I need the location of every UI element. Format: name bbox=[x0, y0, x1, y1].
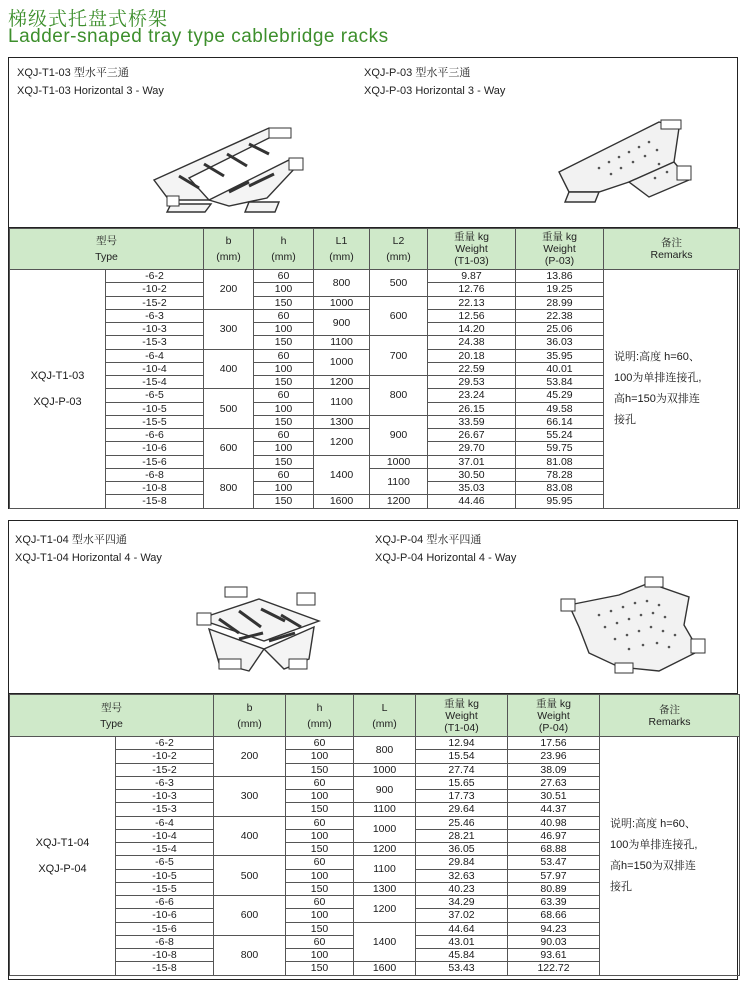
h-cell: 150 bbox=[254, 495, 314, 508]
h-cell: 100 bbox=[254, 323, 314, 336]
b-cell: 500 bbox=[214, 856, 286, 896]
type-cell: -10-4 bbox=[116, 829, 214, 842]
weight-t1-cell: 40.23 bbox=[416, 882, 508, 895]
col-b-unit: (mm) bbox=[216, 251, 241, 263]
l1-cell: 1200 bbox=[314, 429, 370, 456]
type-cell: -15-3 bbox=[106, 336, 204, 349]
col-weight-p-model: (P-04) bbox=[538, 721, 569, 734]
left-caption bbox=[17, 64, 164, 100]
col-h-label: h bbox=[280, 235, 287, 247]
weight-t1-cell: 22.13 bbox=[428, 296, 516, 309]
weight-p-cell: 36.03 bbox=[516, 336, 604, 349]
weight-t1-cell: 53.43 bbox=[416, 962, 508, 975]
type-cell: -10-4 bbox=[106, 362, 204, 375]
h-cell: 100 bbox=[286, 829, 354, 842]
weight-p-cell: 66.14 bbox=[516, 415, 604, 428]
weight-t1-cell: 24.38 bbox=[428, 336, 516, 349]
remark-line: 说明:高度 h=60、 bbox=[614, 350, 700, 363]
weight-t1-cell: 22.59 bbox=[428, 362, 516, 375]
col-h-unit: (mm) bbox=[271, 251, 296, 263]
weight-t1-cell: 26.15 bbox=[428, 402, 516, 415]
weight-t1-cell: 45.84 bbox=[416, 949, 508, 962]
weight-p-cell: 93.61 bbox=[508, 949, 600, 962]
b-cell: 800 bbox=[204, 468, 254, 508]
type-cell: -6-3 bbox=[106, 309, 204, 322]
weight-p-cell: 25.06 bbox=[516, 323, 604, 336]
col-l1-unit: (mm) bbox=[329, 251, 354, 263]
type-cell: -15-5 bbox=[106, 415, 204, 428]
weight-t1-cell: 28.21 bbox=[416, 829, 508, 842]
h-cell: 100 bbox=[286, 790, 354, 803]
type-cell: -15-6 bbox=[106, 455, 204, 468]
col-remarks-en: Remarks bbox=[650, 249, 693, 261]
type-cell: -15-3 bbox=[116, 803, 214, 816]
weight-p-cell: 19.25 bbox=[516, 283, 604, 296]
type-cell: -15-5 bbox=[116, 882, 214, 895]
b-cell: 300 bbox=[204, 309, 254, 349]
weight-t1-cell: 14.20 bbox=[428, 323, 516, 336]
model-cell bbox=[10, 270, 106, 509]
col-weight-p-en: Weight bbox=[543, 243, 576, 255]
remarks-cell bbox=[604, 270, 740, 509]
h-cell: 60 bbox=[254, 349, 314, 362]
l1-cell: 1200 bbox=[354, 896, 416, 923]
model-name-1: XQJ-T1-03 bbox=[30, 369, 85, 382]
weight-p-cell: 17.56 bbox=[508, 737, 600, 750]
col-l1 bbox=[314, 229, 370, 270]
col-remarks-cn: 备注 bbox=[659, 703, 681, 716]
col-l2 bbox=[370, 229, 428, 270]
col-weight-t1-model: (T1-04) bbox=[444, 721, 479, 734]
col-l-label: L bbox=[381, 701, 388, 714]
l2-cell: 600 bbox=[370, 296, 428, 336]
model-name-1: XQJ-T1-04 bbox=[35, 836, 90, 849]
remark-line: 接孔 bbox=[614, 413, 637, 426]
col-weight-p-cn: 重量 kg bbox=[542, 231, 578, 243]
type-cell: -6-2 bbox=[116, 737, 214, 750]
weight-t1-cell: 29.64 bbox=[416, 803, 508, 816]
col-l2-label: L2 bbox=[392, 235, 405, 247]
type-cell: -6-5 bbox=[116, 856, 214, 869]
ladder-three-way-drawing bbox=[149, 120, 309, 220]
weight-p-cell: 30.51 bbox=[508, 790, 600, 803]
l2-cell: 700 bbox=[370, 336, 428, 376]
page-title-cn: 梯级式托盘式桥架 bbox=[8, 8, 169, 30]
weight-p-cell: 44.37 bbox=[508, 803, 600, 816]
b-cell: 300 bbox=[214, 776, 286, 816]
col-l2-unit: (mm) bbox=[386, 251, 411, 263]
remark-line: 100为单排连接孔, bbox=[614, 371, 702, 384]
h-cell: 60 bbox=[254, 309, 314, 322]
type-cell: -6-8 bbox=[116, 935, 214, 948]
b-cell: 800 bbox=[214, 935, 286, 975]
type-cell: -10-3 bbox=[116, 790, 214, 803]
weight-p-cell: 80.89 bbox=[508, 882, 600, 895]
col-remarks bbox=[600, 695, 740, 737]
h-cell: 60 bbox=[286, 816, 354, 829]
remark-line: 高h=150为双排连 bbox=[610, 859, 696, 872]
three-way-table-body bbox=[10, 270, 740, 509]
weight-t1-cell: 15.65 bbox=[416, 776, 508, 789]
col-type-cn: 型号 bbox=[101, 701, 122, 714]
left-caption-en: XQJ-T1-04 Horizontal 4 - Way bbox=[15, 552, 162, 564]
ladder-four-way-drawing bbox=[189, 579, 329, 679]
b-cell: 200 bbox=[204, 270, 254, 310]
type-cell: -15-4 bbox=[106, 376, 204, 389]
l2-cell: 1100 bbox=[370, 468, 428, 495]
weight-t1-cell: 25.46 bbox=[416, 816, 508, 829]
three-way-panel bbox=[8, 57, 738, 509]
l1-cell: 1000 bbox=[314, 349, 370, 376]
weight-p-cell: 35.95 bbox=[516, 349, 604, 362]
weight-t1-cell: 20.18 bbox=[428, 349, 516, 362]
weight-t1-cell: 44.64 bbox=[416, 922, 508, 935]
weight-p-cell: 122.72 bbox=[508, 962, 600, 975]
weight-t1-cell: 30.50 bbox=[428, 468, 516, 481]
weight-t1-cell: 12.76 bbox=[428, 283, 516, 296]
weight-p-cell: 83.08 bbox=[516, 482, 604, 495]
right-caption-en: XQJ-P-04 Horizontal 4 - Way bbox=[375, 552, 517, 564]
remark-line: 100为单排连接孔, bbox=[610, 838, 698, 851]
right-caption bbox=[364, 64, 505, 100]
h-cell: 60 bbox=[286, 935, 354, 948]
h-cell: 60 bbox=[286, 776, 354, 789]
col-b-unit: (mm) bbox=[237, 717, 262, 730]
h-cell: 150 bbox=[254, 455, 314, 468]
table-row bbox=[10, 737, 740, 750]
weight-p-cell: 27.63 bbox=[508, 776, 600, 789]
col-h bbox=[254, 229, 314, 270]
l2-cell: 1000 bbox=[370, 455, 428, 468]
l1-cell: 900 bbox=[314, 309, 370, 336]
weight-t1-cell: 12.56 bbox=[428, 309, 516, 322]
col-b-label: b bbox=[225, 235, 232, 247]
type-cell: -15-8 bbox=[106, 495, 204, 508]
h-cell: 150 bbox=[286, 843, 354, 856]
l1-cell: 800 bbox=[354, 737, 416, 764]
type-cell: -10-6 bbox=[106, 442, 204, 455]
h-cell: 100 bbox=[286, 869, 354, 882]
right-caption-cn: XQJ-P-03 型水平三通 bbox=[364, 67, 471, 79]
weight-p-cell: 45.29 bbox=[516, 389, 604, 402]
tray-four-way-drawing bbox=[559, 575, 709, 685]
l2-cell: 800 bbox=[370, 376, 428, 416]
weight-t1-cell: 32.63 bbox=[416, 869, 508, 882]
three-way-spec-table bbox=[9, 228, 740, 509]
weight-p-cell: 57.97 bbox=[508, 869, 600, 882]
weight-t1-cell: 15.54 bbox=[416, 750, 508, 763]
col-b bbox=[214, 695, 286, 737]
b-cell: 400 bbox=[214, 816, 286, 856]
l1-cell: 1100 bbox=[354, 803, 416, 816]
h-cell: 60 bbox=[254, 468, 314, 481]
l1-cell: 1200 bbox=[354, 843, 416, 856]
weight-t1-cell: 34.29 bbox=[416, 896, 508, 909]
l1-cell: 900 bbox=[354, 776, 416, 803]
col-remarks-cn: 备注 bbox=[661, 237, 683, 249]
page-title-en: Ladder-snaped tray type cablebridge racks bbox=[8, 26, 389, 47]
l1-cell: 1300 bbox=[314, 415, 370, 428]
type-cell: -15-2 bbox=[106, 296, 204, 309]
weight-t1-cell: 29.53 bbox=[428, 376, 516, 389]
left-caption-cn: XQJ-T1-04 型水平四通 bbox=[15, 534, 127, 546]
h-cell: 150 bbox=[286, 803, 354, 816]
type-cell: -6-3 bbox=[116, 776, 214, 789]
four-way-panel bbox=[8, 520, 738, 980]
model-name-2: XQJ-P-03 bbox=[33, 395, 82, 408]
weight-t1-cell: 27.74 bbox=[416, 763, 508, 776]
col-type bbox=[10, 695, 214, 737]
col-weight-t1 bbox=[428, 229, 516, 270]
weight-p-cell: 59.75 bbox=[516, 442, 604, 455]
weight-p-cell: 53.84 bbox=[516, 376, 604, 389]
weight-t1-cell: 29.84 bbox=[416, 856, 508, 869]
weight-p-cell: 53.47 bbox=[508, 856, 600, 869]
weight-p-cell: 78.28 bbox=[516, 468, 604, 481]
type-cell: -6-4 bbox=[106, 349, 204, 362]
weight-p-cell: 40.01 bbox=[516, 362, 604, 375]
weight-t1-cell: 37.02 bbox=[416, 909, 508, 922]
weight-p-cell: 13.86 bbox=[516, 270, 604, 283]
b-cell: 600 bbox=[214, 896, 286, 936]
weight-p-cell: 28.99 bbox=[516, 296, 604, 309]
type-cell: -6-6 bbox=[116, 896, 214, 909]
h-cell: 100 bbox=[286, 909, 354, 922]
remark-line: 说明:高度 h=60、 bbox=[610, 817, 696, 830]
col-weight-p-cn: 重量 kg bbox=[536, 697, 572, 710]
right-caption-cn: XQJ-P-04 型水平四通 bbox=[375, 534, 482, 546]
l2-cell: 900 bbox=[370, 415, 428, 455]
type-cell: -6-8 bbox=[106, 468, 204, 481]
l1-cell: 1000 bbox=[354, 763, 416, 776]
four-way-illustrations bbox=[9, 521, 737, 694]
col-weight-p-en: Weight bbox=[537, 709, 570, 722]
col-weight-t1-en: Weight bbox=[445, 709, 478, 722]
weight-p-cell: 81.08 bbox=[516, 455, 604, 468]
three-way-illustrations bbox=[9, 58, 737, 228]
weight-p-cell: 90.03 bbox=[508, 935, 600, 948]
weight-p-cell: 38.09 bbox=[508, 763, 600, 776]
left-caption bbox=[15, 531, 162, 567]
l1-cell: 1300 bbox=[354, 882, 416, 895]
type-cell: -10-5 bbox=[106, 402, 204, 415]
col-weight-p-model: (P-03) bbox=[544, 255, 575, 267]
h-cell: 100 bbox=[286, 949, 354, 962]
col-b-label: b bbox=[246, 701, 253, 714]
col-h bbox=[286, 695, 354, 737]
l1-cell: 1400 bbox=[314, 455, 370, 495]
col-type-en: Type bbox=[95, 251, 118, 263]
col-remarks-en: Remarks bbox=[648, 715, 691, 728]
h-cell: 150 bbox=[254, 376, 314, 389]
h-cell: 100 bbox=[254, 362, 314, 375]
type-cell: -10-5 bbox=[116, 869, 214, 882]
h-cell: 150 bbox=[286, 882, 354, 895]
type-cell: -15-6 bbox=[116, 922, 214, 935]
weight-t1-cell: 26.67 bbox=[428, 429, 516, 442]
col-weight-t1-en: Weight bbox=[455, 243, 488, 255]
type-cell: -6-2 bbox=[106, 270, 204, 283]
weight-t1-cell: 35.03 bbox=[428, 482, 516, 495]
h-cell: 150 bbox=[286, 962, 354, 975]
weight-p-cell: 94.23 bbox=[508, 922, 600, 935]
col-l bbox=[354, 695, 416, 737]
h-cell: 60 bbox=[254, 389, 314, 402]
l1-cell: 1100 bbox=[354, 856, 416, 883]
h-cell: 150 bbox=[286, 922, 354, 935]
h-cell: 100 bbox=[254, 402, 314, 415]
type-cell: -15-2 bbox=[116, 763, 214, 776]
l2-cell: 1200 bbox=[370, 495, 428, 508]
col-remarks bbox=[604, 229, 740, 270]
type-cell: -10-3 bbox=[106, 323, 204, 336]
col-weight-t1 bbox=[416, 695, 508, 737]
col-weight-t1-cn: 重量 kg bbox=[454, 231, 490, 243]
left-caption-en: XQJ-T1-03 Horizontal 3 - Way bbox=[17, 85, 164, 97]
h-cell: 150 bbox=[286, 763, 354, 776]
l1-cell: 1200 bbox=[314, 376, 370, 389]
tray-three-way-drawing bbox=[549, 102, 699, 212]
remark-line: 高h=150为双排连 bbox=[614, 392, 700, 405]
type-cell: -15-4 bbox=[116, 843, 214, 856]
l1-cell: 800 bbox=[314, 270, 370, 297]
l2-cell: 500 bbox=[370, 270, 428, 297]
b-cell: 200 bbox=[214, 737, 286, 777]
col-l1-label: L1 bbox=[335, 235, 348, 247]
type-cell: -10-8 bbox=[106, 482, 204, 495]
col-weight-p bbox=[508, 695, 600, 737]
l1-cell: 1600 bbox=[354, 962, 416, 975]
type-cell: -10-2 bbox=[116, 750, 214, 763]
left-caption-cn: XQJ-T1-03 型水平三通 bbox=[17, 67, 129, 79]
type-cell: -15-8 bbox=[116, 962, 214, 975]
weight-p-cell: 49.58 bbox=[516, 402, 604, 415]
weight-t1-cell: 36.05 bbox=[416, 843, 508, 856]
weight-p-cell: 63.39 bbox=[508, 896, 600, 909]
h-cell: 150 bbox=[254, 296, 314, 309]
four-way-table-body bbox=[10, 737, 740, 976]
col-l-unit: (mm) bbox=[372, 717, 397, 730]
remarks-cell bbox=[600, 737, 740, 976]
model-cell bbox=[10, 737, 116, 976]
col-weight-t1-cn: 重量 kg bbox=[444, 697, 480, 710]
type-cell: -10-6 bbox=[116, 909, 214, 922]
right-caption bbox=[375, 531, 516, 567]
h-cell: 150 bbox=[254, 415, 314, 428]
type-cell: -10-2 bbox=[106, 283, 204, 296]
h-cell: 100 bbox=[254, 283, 314, 296]
h-cell: 100 bbox=[254, 482, 314, 495]
weight-t1-cell: 23.24 bbox=[428, 389, 516, 402]
weight-p-cell: 68.88 bbox=[508, 843, 600, 856]
type-cell: -10-8 bbox=[116, 949, 214, 962]
b-cell: 600 bbox=[204, 429, 254, 469]
weight-p-cell: 68.66 bbox=[508, 909, 600, 922]
h-cell: 150 bbox=[254, 336, 314, 349]
type-cell: -6-4 bbox=[116, 816, 214, 829]
col-weight-p bbox=[516, 229, 604, 270]
b-cell: 400 bbox=[204, 349, 254, 389]
col-h-unit: (mm) bbox=[307, 717, 332, 730]
type-cell: -6-5 bbox=[106, 389, 204, 402]
weight-t1-cell: 9.87 bbox=[428, 270, 516, 283]
model-name-2: XQJ-P-04 bbox=[38, 862, 87, 875]
l1-cell: 1400 bbox=[354, 922, 416, 962]
weight-p-cell: 55.24 bbox=[516, 429, 604, 442]
col-h-label: h bbox=[316, 701, 323, 714]
weight-p-cell: 23.96 bbox=[508, 750, 600, 763]
h-cell: 60 bbox=[254, 429, 314, 442]
weight-p-cell: 95.95 bbox=[516, 495, 604, 508]
col-type-cn: 型号 bbox=[96, 235, 117, 247]
weight-t1-cell: 29.70 bbox=[428, 442, 516, 455]
col-type-en: Type bbox=[100, 717, 123, 730]
h-cell: 100 bbox=[254, 442, 314, 455]
weight-t1-cell: 33.59 bbox=[428, 415, 516, 428]
weight-t1-cell: 17.73 bbox=[416, 790, 508, 803]
weight-p-cell: 22.38 bbox=[516, 309, 604, 322]
col-b bbox=[204, 229, 254, 270]
table-row bbox=[10, 270, 740, 283]
h-cell: 60 bbox=[286, 896, 354, 909]
weight-t1-cell: 43.01 bbox=[416, 935, 508, 948]
l1-cell: 1100 bbox=[314, 336, 370, 349]
weight-p-cell: 40.98 bbox=[508, 816, 600, 829]
weight-p-cell: 46.97 bbox=[508, 829, 600, 842]
remark-line: 接孔 bbox=[610, 880, 633, 893]
right-caption-en: XQJ-P-03 Horizontal 3 - Way bbox=[364, 85, 506, 97]
h-cell: 100 bbox=[286, 750, 354, 763]
h-cell: 60 bbox=[254, 270, 314, 283]
four-way-spec-table bbox=[9, 694, 740, 976]
l1-cell: 1600 bbox=[314, 495, 370, 508]
type-cell: -6-6 bbox=[106, 429, 204, 442]
weight-t1-cell: 37.01 bbox=[428, 455, 516, 468]
l1-cell: 1100 bbox=[314, 389, 370, 416]
l1-cell: 1000 bbox=[354, 816, 416, 843]
weight-t1-cell: 12.94 bbox=[416, 737, 508, 750]
h-cell: 60 bbox=[286, 737, 354, 750]
col-weight-t1-model: (T1-03) bbox=[454, 255, 489, 267]
weight-t1-cell: 44.46 bbox=[428, 495, 516, 508]
h-cell: 60 bbox=[286, 856, 354, 869]
l1-cell: 1000 bbox=[314, 296, 370, 309]
col-type bbox=[10, 229, 204, 270]
b-cell: 500 bbox=[204, 389, 254, 429]
